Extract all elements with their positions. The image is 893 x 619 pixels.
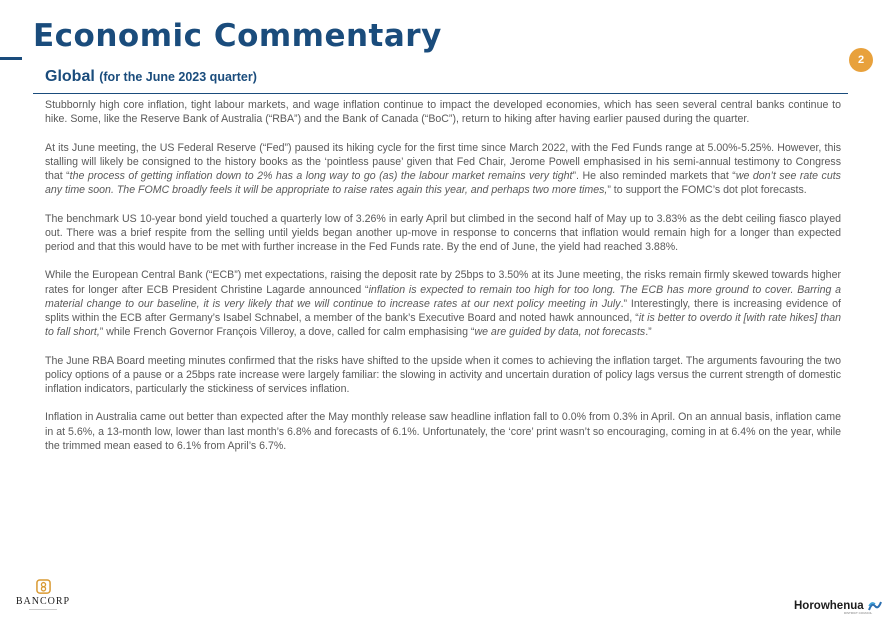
paragraph-2-text: ” to support the FOMC’s dot plot forecasts. — [607, 184, 807, 197]
horowhenua-emblem-icon — [868, 600, 882, 612]
paragraph-4 — [45, 268, 841, 339]
paragraph-2-text: ”. He also reminded markets that “ — [572, 170, 736, 182]
commentary-body — [45, 98, 841, 467]
bancorp-wordmark: BANCORP — [15, 596, 71, 607]
paragraph-5: The June RBA Board meeting minutes confirmed that the risks have shifted to the upside when it comes to achieving the inflation target. The arguments favouring the two policy options of a pause or a 25bps rate increase were largely familiar: the slowing in activity and uncertain duration of policy lags versus the current strength of domestic inflation indicators, particularly the stickiness of services inflation. — [45, 354, 841, 395]
page-number-badge: 2 — [849, 48, 873, 72]
paragraph-2 — [45, 141, 841, 198]
paragraph-2-quote: the process of getting inflation down to 2% has a long way to go (as) the labour market remains very tight — [69, 170, 573, 182]
paragraph-4-quote: inflation is expected to remain too high for too long. The ECB has more ground to cover. Barring a material change to our baseline, it is very likely that we will continue to increase rates at our next policy meeting in July — [45, 283, 842, 310]
paragraph-4-text: While the European Central Bank (“ECB”) met expectations, raising the deposit rate by 25bps to 3.50% at its June meeting, the risks remain firmly skewed towards higher rates for longer after ECB President Christine Lagarde announced “ — [45, 269, 841, 296]
bancorp-underline — [29, 609, 57, 610]
paragraph-2-text: At its June meeting, the US Federal Reserve (“Fed”) paused its hiking cycle for the first time since March 2022, with the Fed Funds range at 5.00%-5.25%. However, this stalling will likely be consigned to the history books as the ‘pointless pause’ given that Fed Chair, Jerome Powell emphasised in his semi-annual testimony to Congress that “ — [45, 141, 841, 182]
paragraph-4-text: ” while French Governor François Villeroy, a dove, called for calm emphasising “ — [99, 326, 475, 339]
section-heading — [45, 68, 257, 86]
bancorp-logo — [8, 579, 78, 610]
paragraph-6: Inflation in Australia came out better than expected after the May monthly release saw headline inflation fall to 0.0% from 0.3% in April. On an annual basis, inflation came in at 5.6%, a 13-month low, lower than last month’s 6.8% and forecasts of 6.1%. Unfortunately, the ‘core’ print wasn’t so encouraging, coming in at 6.4% on the year, while the trimmed mean eased to 6.1% from April’s 6.7%. — [45, 411, 841, 452]
section-divider — [33, 93, 848, 94]
paragraph-4-text: .” Interestingly, there is increasing evidence of splits within the ECB after Germany’s Isabel Schnabel, a member of the bank’s Executive Board and noted hawk announced, “ — [45, 297, 841, 324]
paragraph-2-quote: we don’t see rate cuts any time soon. The FOMC broadly feels it will be appropriate to raise rates again this year, and perhaps two more times, — [45, 170, 841, 197]
paragraph-4-text: .” — [645, 326, 652, 339]
title-accent-bar — [0, 57, 22, 60]
horowhenua-logo — [794, 597, 882, 615]
paragraph-1: Stubbornly high core inflation, tight labour markets, and wage inflation continue to impact the developed economies, which has seen several central banks continue to hike. Some, like the Reserve Bank of Australia (“RBA”) and the Bank of Canada (“BoC”), return to hiking after having earlier paused during the quarter. — [45, 99, 841, 126]
section-heading-label: Global — [45, 68, 95, 85]
paragraph-3: The benchmark US 10-year bond yield touched a quarterly low of 3.26% in early April but climbed in the second half of May up to 3.83% as the debt ceiling fiasco played out. There was a brief respite from the selling until yields began another up-move in response to concerns that inflation would remain high for a longer than expected period and that this would have to be met with further increase in the Fed Funds rate. By the end of June, the yield had reached 3.88%. — [45, 212, 841, 253]
bancorp-emblem-icon — [36, 579, 51, 594]
page-title: Economic Commentary — [33, 18, 442, 54]
horowhenua-subtitle: DISTRICT COUNCIL — [844, 611, 873, 615]
section-heading-note: (for the June 2023 quarter) — [99, 70, 257, 84]
horowhenua-wordmark: Horowhenua — [794, 599, 864, 612]
paragraph-4-quote: it is better to overdo it [with rate hikes] than to fall short, — [45, 312, 841, 339]
paragraph-4-quote: we are guided by data, not forecasts — [474, 326, 646, 339]
